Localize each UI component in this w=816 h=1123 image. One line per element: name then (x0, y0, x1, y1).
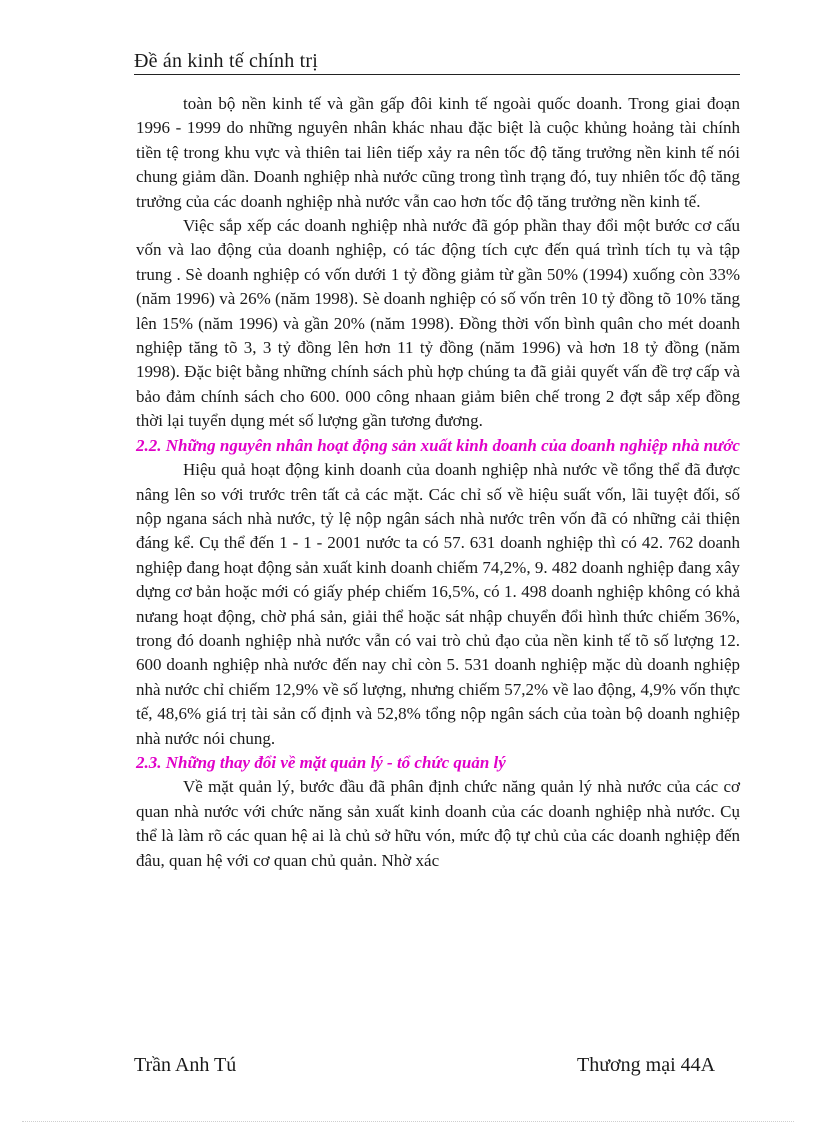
footer-author: Trần Anh Tú (134, 1054, 237, 1076)
page-bottom-edge (22, 1121, 794, 1122)
section-heading-2-3: 2.3. Những thay đổi về mặt quản lý - tổ chức quản lý (136, 752, 506, 772)
footer-class: Thương mại 44A (577, 1054, 716, 1076)
paragraph-efficiency: Hiệu quả hoạt động kinh doanh của doanh nghiệp nhà nước về tổng thể đã được nâng lên so với trước trên tất cả các mặt. Các chỉ số về hiệu suất vốn, lãi tuyệt đối, số nộp ngana sách nhà nước, tỷ lệ nộp ngân sách nhà nước trên vốn đã có những cải thiện đáng kể. Cụ thể đến 1 - 1 - 2001 nước ta có 57. 631 doanh nghiệp thì có 42. 762 doanh nghiệp đang hoạt động sản xuất kinh doanh chiếm 74,2%, 9. 482 doanh nghiệp đang xây dựng cơ bản hoặc mới có giấy phép chiếm 16,5%, có 1. 498 doanh nghiệp không có khả nưang hoạt động, chờ phá sản, giải thể hoặc sát nhập chuyển đổi hình thức chiếm 36%, trong đó doanh nghiệp nhà nước vẫn có vai trò chủ đạo của nền kinh tế tõ số lượng 12. 600 doanh nghiệp nhà nước đến nay chỉ còn 5. 531 doanh nghiệp mặc dù doanh nghiệp nhà nước chỉ chiếm 12,9% về số lượng, nhưng chiếm 57,2% về lao động, 4,9% vốn thực tế, 48,6% giá trị tài sản cố định và 52,8% tổng nộp ngân sách của toàn bộ doanh nghiệp nhà nước nói chung. (136, 460, 740, 748)
paragraph-management: Về mặt quản lý, bước đầu đã phân định chức năng quản lý nhà nước của các cơ quan nhà nước với chức năng sản xuất kinh doanh của các doanh nghiệp nhà nước. Cụ thể là làm rõ các quan hệ ai là chủ sở hữu vón, mức độ tự chủ của các doanh nghiệp đến đâu, quan hệ với cơ quan chủ quản. Nhờ xác (136, 777, 740, 870)
page-header-title: Đề án kinh tế chính trị (134, 50, 318, 72)
header-divider (134, 74, 740, 75)
paragraph-continuation: toàn bộ nền kinh tế và gần gấp đôi kinh tế ngoài quốc doanh. Trong giai đoạn 1996 - 1999 do những nguyên nhân khác nhau đặc biệt là cuộc khủng hoảng tài chính tiền tệ trong khu vực và thiên tai liên tiếp xảy ra nên tốc độ tăng trưởng nền kinh tế nói chung giảm dần. Doanh nghiệp nhà nước cũng trong tình trạng đó, tuy nhiên tốc độ tăng trưởng của các doanh nghiệp nhà nước vẫn cao hơn tốc độ tăng trưởng nền kinh tế. (136, 94, 740, 211)
body-text (136, 92, 740, 873)
section-heading-2-2: 2.2. Những nguyên nhân hoạt động sản xuất kinh doanh của doanh nghiệp nhà nước (136, 435, 740, 455)
paragraph-restructuring: Việc sắp xếp các doanh nghiệp nhà nước đã góp phần thay đổi một bước cơ cấu vốn và lao động của doanh nghiệp, có tác động tích cực đến quá trình tích tụ và tập trung . Sè doanh nghiệp có vốn dưới 1 tỷ đồng giảm từ gần 50% (1994) xuống còn 33% (năm 1996) và 26% (năm 1998). Sè doanh nghiệp có số vốn trên 10 tỷ đồng tõ 10% tăng lên 15% (năm 1996) và gần 20% (năm 1998). Đồng thời vốn bình quân cho mét doanh nghiệp tăng tõ 3, 3 tỷ đồng lên hơn 11 tỷ đồng (năm 1996) và hơn 18 tỷ đồng (năm 1998). Đặc biệt bằng những chính sách phù hợp chúng ta đã giải quyết vấn đề trợ cấp và bảo đảm chính sách cho 600. 000 công nhaan giảm biên chế trong 2 đợt sắp xếp đồng thời lại tuyển dụng mét số lượng gần tương đương. (136, 216, 740, 431)
